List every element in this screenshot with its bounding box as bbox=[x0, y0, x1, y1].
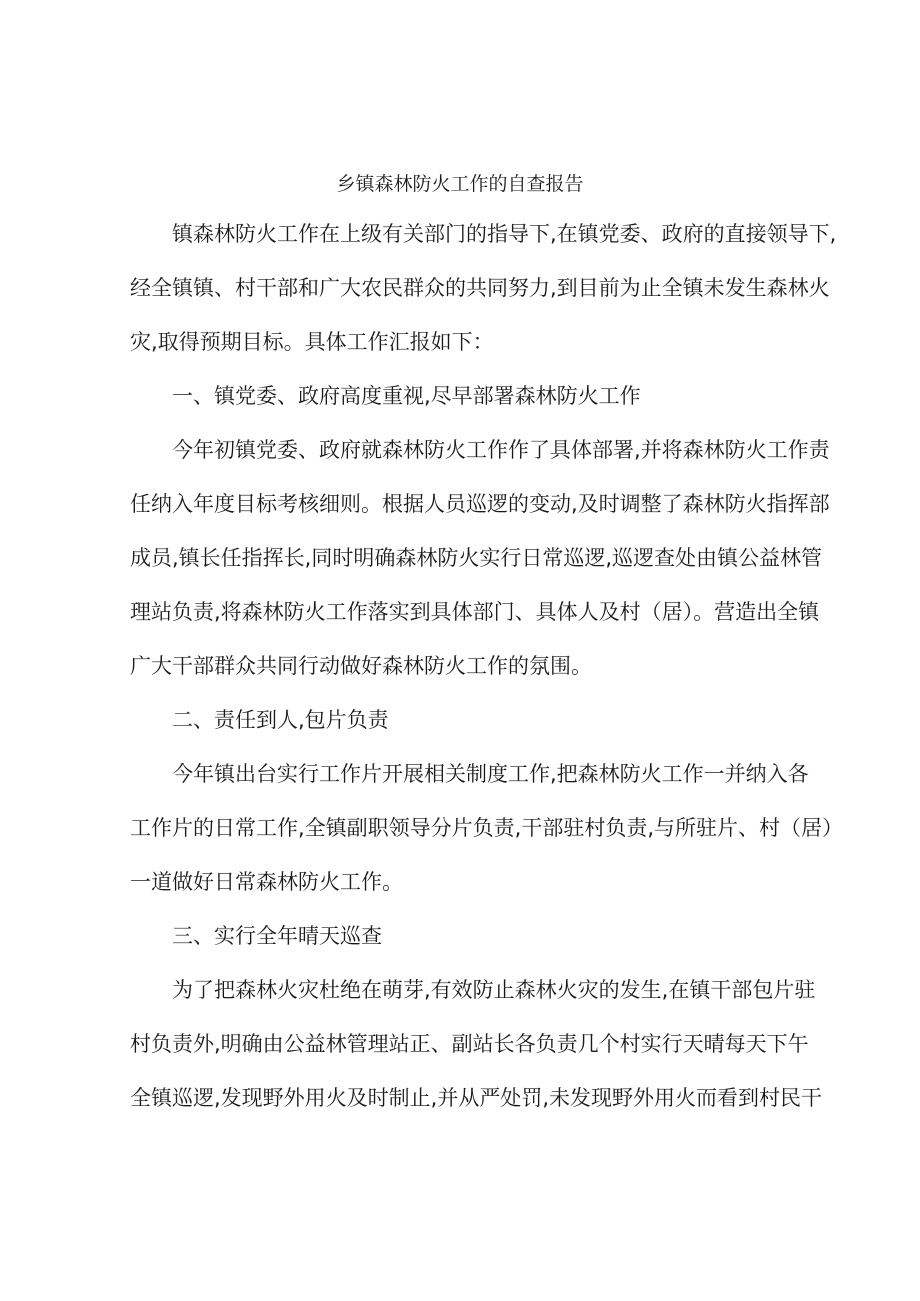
paragraph-line: 灾,取得预期目标。具体工作汇报如下： bbox=[130, 330, 494, 354]
paragraph-line: 工作片的日常工作,全镇副职领导分片负责,干部驻村负责,与所驻片、村（居） bbox=[130, 816, 844, 840]
document-title: 乡镇森林防火工作的自查报告 bbox=[336, 173, 584, 195]
paragraph-line: 为了把森林火灾杜绝在萌芽,有效防止森林火灾的发生,在镇干部包片驻 bbox=[172, 978, 816, 1002]
section-heading: 三、实行全年晴天巡查 bbox=[172, 924, 382, 948]
paragraph-line: 全镇巡逻,发现野外用火及时制止,并从严处罚,未发现野外用火而看到村民干 bbox=[130, 1086, 823, 1110]
paragraph-line: 今年初镇党委、政府就森林防火工作作了具体部署,并将森林防火工作责 bbox=[172, 438, 830, 462]
paragraph-line: 成员,镇长任指挥长,同时明确森林防火实行日常巡逻,巡逻查处由镇公益林管 bbox=[130, 546, 823, 570]
paragraph-line: 任纳入年度目标考核细则。根据人员巡逻的变动,及时调整了森林防火指挥部 bbox=[130, 492, 830, 516]
paragraph-line: 今年镇出台实行工作片开展相关制度工作,把森林防火工作一并纳入各 bbox=[172, 762, 809, 786]
paragraph-line: 广大干部群众共同行动做好森林防火工作的氛围。 bbox=[130, 654, 592, 678]
paragraph-line: 镇森林防火工作在上级有关部门的指导下,在镇党委、政府的直接领导下, bbox=[172, 222, 837, 246]
paragraph-line: 村负责外,明确由公益林管理站正、副站长各负责几个村实行天晴每天下午 bbox=[130, 1032, 809, 1056]
paragraph-line: 经全镇镇、村干部和广大农民群众的共同努力,到目前为止全镇未发生森林火 bbox=[130, 276, 830, 300]
paragraph-line: 理站负责,将森林防火工作落实到具体部门、具体人及村（居）。营造出全镇 bbox=[130, 600, 820, 624]
section-heading: 一、镇党委、政府高度重视,尽早部署森林防火工作 bbox=[172, 384, 641, 408]
section-heading: 二、责任到人,包片负责 bbox=[172, 708, 389, 732]
paragraph-line: 一道做好日常森林防火工作。 bbox=[130, 870, 403, 894]
